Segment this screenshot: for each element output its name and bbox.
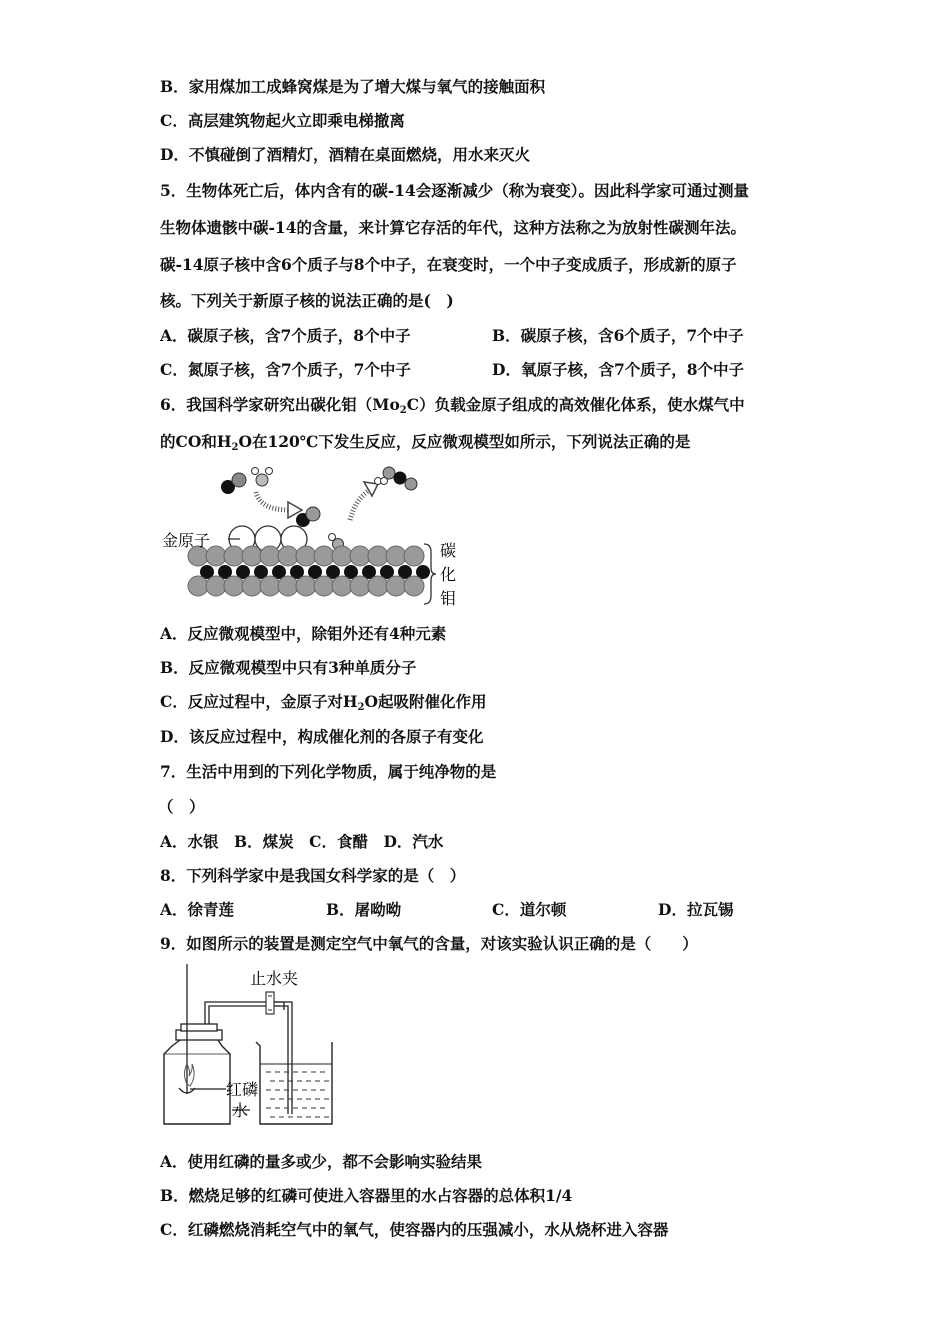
mo-atom	[224, 576, 244, 596]
water-clamp-icon	[266, 992, 274, 1014]
water-label: 水	[232, 1101, 249, 1120]
q5-stem-line-1: 5．生物体死亡后，体内含有的碳-14会逐渐减少（称为衰变）。因此科学家可通过测量	[160, 181, 750, 200]
q8-option-b: B．屠呦呦	[326, 900, 402, 919]
beaker	[256, 1042, 332, 1124]
water-surface-dashes	[266, 1072, 329, 1117]
mo-atom	[404, 546, 424, 566]
q6-option-c-a: C．反应过程中，金原子对H	[160, 692, 358, 711]
mo-carbide-label-3: 钼	[440, 589, 457, 608]
mo-carbide-label-1: 碳	[440, 541, 457, 560]
q8-option-a: A．徐青莲	[160, 900, 235, 919]
arrow-in-icon	[256, 492, 290, 510]
q7-paren: （ ）	[158, 797, 205, 816]
q6-stem-1b: C）负载金原子组成的高效催化体系，使水煤气中	[406, 395, 745, 414]
q5-option-b: B．碳原子核，含6个质子，7个中子	[492, 326, 744, 345]
mo-atom	[278, 546, 298, 566]
gas-jar	[164, 1024, 230, 1124]
q5-stem-line-2: 生物体遗骸中碳-14的含量，来计算它存活的年代，这种方法称之为放射性碳测年法。	[160, 218, 747, 237]
q8-option-d: D．拉瓦锡	[658, 900, 734, 919]
mo-atom	[296, 576, 316, 596]
mo-atom	[386, 546, 406, 566]
q5-stem-line-3: 碳-14原子核中含6个质子与8个中子，在衰变时，一个中子变成质子，形成新的原子	[160, 255, 737, 274]
mo-atom	[350, 546, 370, 566]
mo-carbide-top-row	[188, 546, 424, 566]
mo-atom	[368, 576, 388, 596]
q6-option-d: D．该反应过程中，构成催化剂的各原子有变化	[160, 727, 484, 746]
q6-stem-1a: 6．我国科学家研究出碳化钼（Mo	[160, 395, 400, 414]
q8-option-c: C．道尔顿	[492, 900, 567, 919]
q5-option-a: A．碳原子核，含7个质子，8个中子	[160, 326, 411, 345]
co2-molecule-product	[383, 467, 417, 490]
mo-carbide-bottom-row	[188, 576, 424, 596]
h2-molecule-product	[375, 478, 388, 485]
mo-atom	[296, 546, 316, 566]
q4-option-b: B．家用煤加工成蜂窝煤是为了增大煤与氧气的接触面积	[160, 77, 546, 96]
q5-option-d: D．氧原子核，含7个质子，8个中子	[492, 360, 745, 379]
h2o-molecule-left	[252, 468, 273, 487]
q6-stem-line-2	[160, 432, 690, 458]
q8-stem: 8．下列科学家中是我国女科学家的是（ ）	[160, 866, 466, 885]
mo-atom	[314, 546, 334, 566]
mo-atom	[386, 576, 406, 596]
co-molecule-left	[221, 473, 246, 494]
q4-option-d: D．不慎碰倒了酒精灯，酒精在桌面燃烧，用水来灭火	[160, 145, 530, 164]
q6-stem-1-subscript: 2	[399, 405, 407, 416]
q5-option-c: C．氮原子核，含7个质子，7个中子	[160, 360, 411, 379]
q6-stem-2-subscript: 2	[231, 442, 239, 453]
q6-stem-2a: 的CO和H	[160, 432, 232, 451]
mo-atom	[188, 576, 208, 596]
mo-atom	[368, 546, 388, 566]
mo-atom	[242, 546, 262, 566]
q9-option-c: C．红磷燃烧消耗空气中的氧气，使容器内的压强减小，水从烧杯进入容器	[160, 1220, 669, 1239]
arrow-out-icon	[350, 490, 370, 520]
q6-option-a: A．反应微观模型中，除钼外还有4种元素	[160, 624, 447, 643]
mo-carbide-label-2: 化	[440, 565, 457, 584]
mo-atom	[260, 546, 280, 566]
mo-atom	[278, 576, 298, 596]
q4-option-c: C．高层建筑物起火立即乘电梯撤离	[160, 111, 405, 130]
q9-option-a: A．使用红磷的量多或少，都不会影响实验结果	[160, 1152, 483, 1171]
q6-option-b: B．反应微观模型中只有3种单质分子	[160, 658, 417, 677]
q6-reaction-model-figure	[160, 460, 470, 610]
q6-option-c-b: O起吸附催化作用	[364, 692, 487, 711]
mo-atom	[242, 576, 262, 596]
q9-apparatus-figure	[160, 962, 360, 1132]
water-clamp-label: 止水夹	[250, 969, 299, 988]
mo-atom	[332, 546, 352, 566]
q7-stem: 7．生活中用到的下列化学物质，属于纯净物的是	[160, 762, 497, 781]
gold-atom-label: 金原子	[162, 531, 211, 550]
mo-atom	[404, 576, 424, 596]
q9-option-b: B．燃烧足够的红磷可使进入容器里的水占容器的总体积1/4	[160, 1186, 573, 1205]
q5-stem-line-4: 核。下列关于新原子核的说法正确的是( )	[160, 291, 454, 310]
q7-options: A．水银 B．煤炭 C．食醋 D．汽水	[160, 832, 444, 851]
mo-atom	[206, 576, 226, 596]
q6-option-c-subscript: 2	[357, 702, 365, 713]
q6-stem-line-1	[160, 395, 745, 421]
glass-tube-right-inner	[276, 1006, 288, 1114]
mo-atom	[350, 576, 370, 596]
mo-atom	[260, 576, 280, 596]
q9-stem: 9．如图所示的装置是测定空气中氧气的含量，对该实验认识正确的是（ ）	[160, 934, 698, 953]
q6-stem-2b: O在120℃下发生反应，反应微观模型如所示，下列说法正确的是	[238, 432, 691, 451]
glass-tube-right	[272, 1002, 292, 1114]
mo-atom	[332, 576, 352, 596]
flame-icon	[185, 1064, 195, 1086]
red-phosphorus-label: 红磷	[226, 1080, 259, 1099]
q6-option-c	[160, 692, 486, 718]
mo-atom	[314, 576, 334, 596]
mo-atom	[224, 546, 244, 566]
